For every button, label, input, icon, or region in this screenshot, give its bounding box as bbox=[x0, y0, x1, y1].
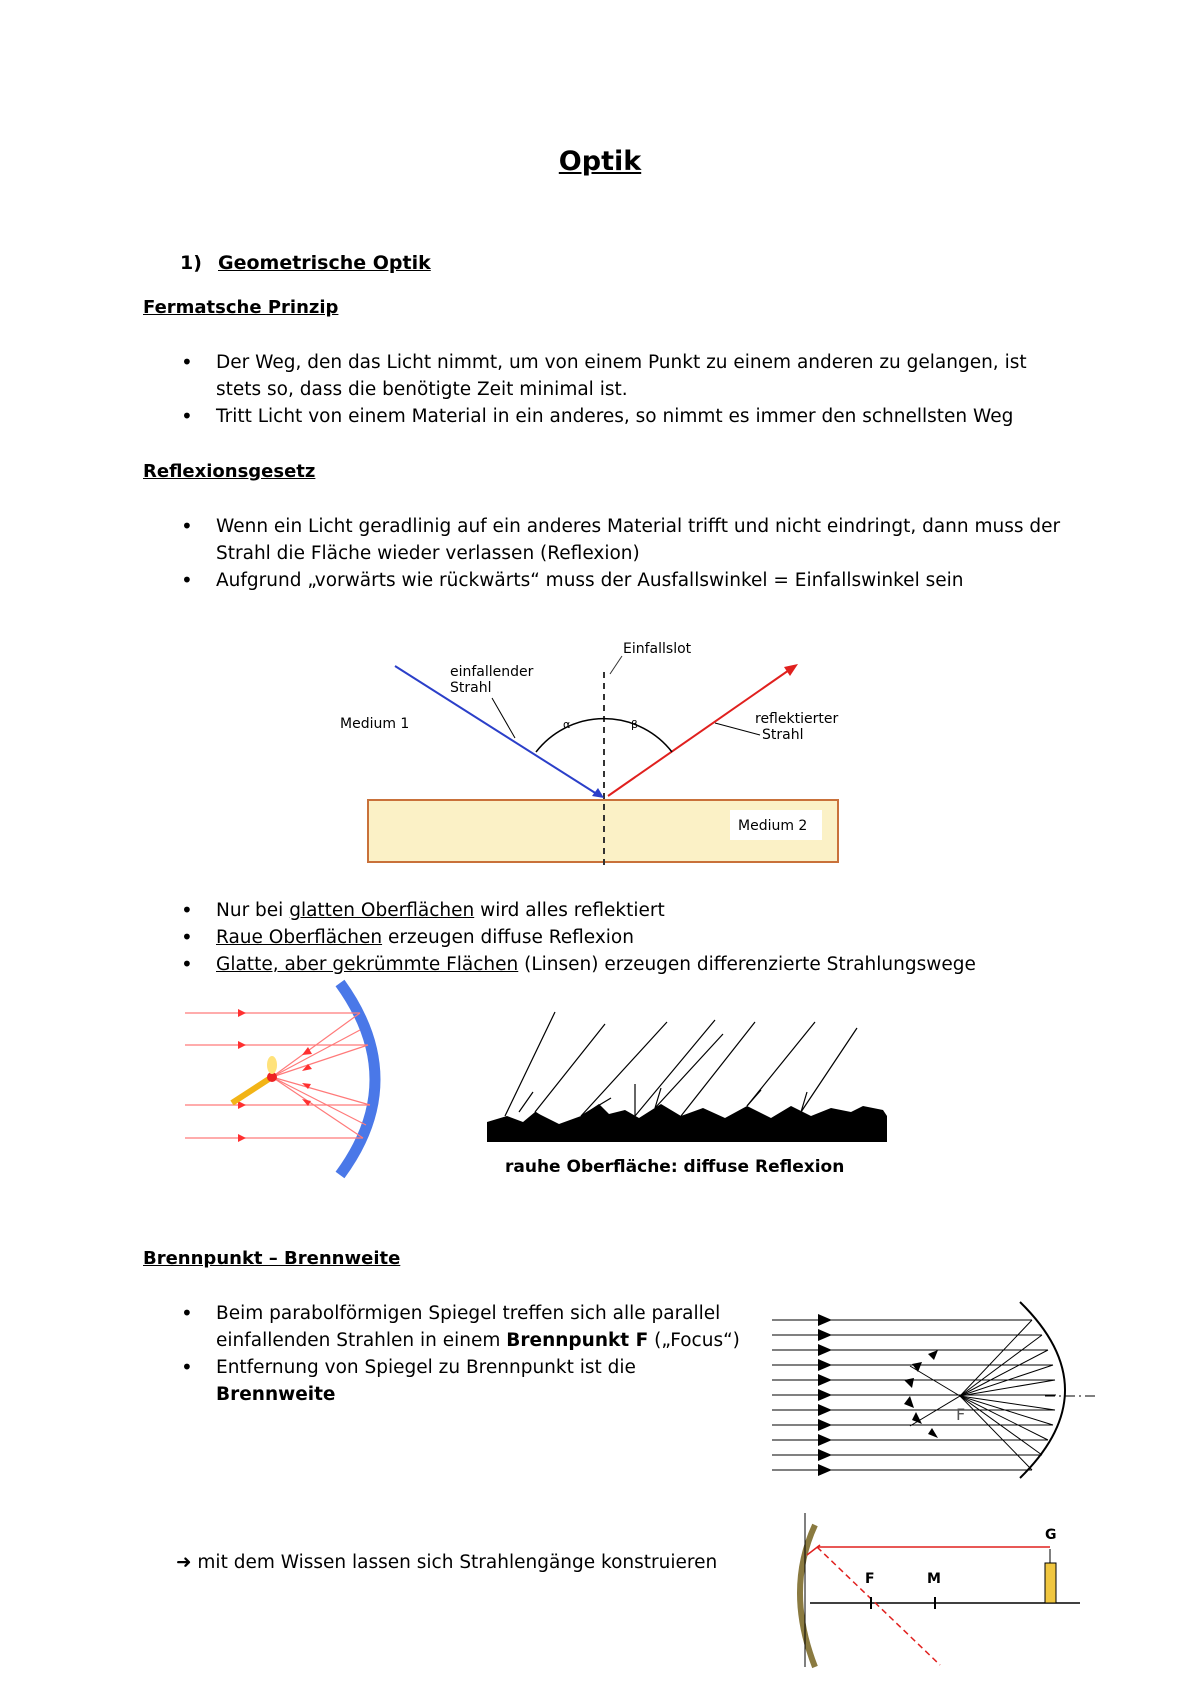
fermat-bullet-1: • Der Weg, den das Licht nimmt, um von einem Punkt zu einem anderen zu gelangen, ist stets so, dass die benötigte Zeit minimal ist. bbox=[143, 349, 1063, 403]
brennpunkt-b2-text: Entfernung von Spiegel zu Brennpunkt ist die bbox=[216, 1357, 636, 1378]
arrow-note-text: mit dem Wissen lassen sich Strahlengänge konstruieren bbox=[197, 1552, 718, 1573]
reflexion-heading: Reflexionsgesetz bbox=[143, 461, 316, 482]
brennpunkt-bullet-2 bbox=[143, 1354, 743, 1408]
focus-label: F bbox=[956, 1405, 966, 1424]
medium2-label: Medium 2 bbox=[738, 818, 808, 834]
reflexion-bullet-2: • Aufgrund „vorwärts wie rückwärts“ muss der Ausfallswinkel = Einfallswinkel sein bbox=[143, 567, 1063, 594]
surface-b1-post: wird alles reflektiert bbox=[474, 900, 665, 921]
reflexion-bullet-1: • Wenn ein Licht geradlinig auf ein anderes Material trifft und nicht eindringt, dann muss der Strahl die Fläche wieder verlassen (Reflexion) bbox=[143, 513, 1063, 567]
surface-b2-underlined: Raue Oberflächen bbox=[216, 927, 383, 948]
section-label: Geometrische Optik bbox=[218, 252, 431, 274]
einfallslot-label: Einfallslot bbox=[623, 641, 692, 657]
parabolic-mirror-figure bbox=[770, 1300, 1100, 1480]
section-number: 1) bbox=[180, 252, 202, 274]
surface-b3-underlined: Glatte, aber gekrümmte Flächen bbox=[216, 954, 519, 975]
fermat-heading: Fermatsche Prinzip bbox=[143, 297, 339, 318]
medium1-label: Medium 1 bbox=[340, 716, 410, 732]
surface-b2-post: erzeugen diffuse Reflexion bbox=[382, 927, 634, 948]
curved-mirror bbox=[340, 983, 375, 1175]
construction-f-label: F bbox=[865, 1571, 875, 1587]
rough-surface bbox=[487, 1104, 887, 1142]
brennpunkt-heading: Brennpunkt – Brennweite bbox=[143, 1248, 401, 1269]
incident-label-1: einfallender bbox=[450, 664, 534, 680]
reflected-label-1: reflektierter bbox=[755, 711, 839, 727]
brennpunkt-b1-text: Beim parabolförmigen Spiegel treffen sich alle parallel einfallenden Strahlen in einem bbox=[216, 1303, 721, 1351]
brennpunkt-b1-post: („Focus“) bbox=[648, 1330, 740, 1351]
surface-bullet-1 bbox=[143, 897, 1063, 924]
reflection-diagram bbox=[330, 628, 880, 868]
parallel-rays bbox=[185, 1013, 370, 1138]
surface-b3-post: (Linsen) erzeugen differenzierte Strahlungswege bbox=[518, 954, 976, 975]
ray-construction-figure bbox=[795, 1505, 1085, 1675]
surface-bullet-3 bbox=[143, 951, 1063, 978]
rough-surface-figure bbox=[485, 1000, 895, 1182]
candle bbox=[232, 1077, 272, 1103]
parabolic-mirror bbox=[1020, 1302, 1065, 1478]
brennpunkt-bullet-1 bbox=[143, 1300, 743, 1354]
incident-label-2: Strahl bbox=[450, 680, 492, 696]
object-candle bbox=[1045, 1563, 1056, 1603]
brennpunkt-list bbox=[143, 1300, 743, 1408]
surface-b1-pre: Nur bei bbox=[216, 900, 290, 921]
surface-list bbox=[143, 897, 1063, 978]
construction-m-label: M bbox=[927, 1571, 941, 1587]
alpha-label: α bbox=[563, 718, 571, 731]
construction-mirror bbox=[800, 1525, 815, 1667]
surface-bullet-2 bbox=[143, 924, 1063, 951]
rough-caption: rauhe Oberfläche: diffuse Reflexion bbox=[505, 1157, 845, 1177]
concave-mirror-figure bbox=[180, 975, 390, 1185]
arrow-note bbox=[176, 1552, 717, 1573]
right-arrow-icon: ➜ bbox=[176, 1552, 192, 1573]
reflexion-list bbox=[143, 513, 1063, 594]
brennpunkt-b2-bold: Brennweite bbox=[216, 1384, 336, 1405]
parallel-incoming-rays bbox=[772, 1320, 1056, 1470]
fermat-list bbox=[143, 349, 1063, 430]
reflected-label-2: Strahl bbox=[762, 727, 804, 743]
flame bbox=[267, 1056, 277, 1074]
incoming-arrowheads bbox=[818, 1314, 832, 1476]
brennpunkt-b1-bold: Brennpunkt F bbox=[506, 1330, 649, 1351]
construction-g-label: G bbox=[1045, 1527, 1057, 1543]
beta-label: β bbox=[631, 718, 639, 731]
fermat-bullet-2: • Tritt Licht von einem Material in ein anderes, so nimmt es immer den schnellsten Weg bbox=[143, 403, 1063, 430]
focal-ray bbox=[817, 1547, 940, 1665]
section-heading bbox=[180, 252, 431, 274]
page-title: Optik bbox=[558, 146, 642, 177]
surface-b1-underlined: glatten Oberflächen bbox=[289, 900, 475, 921]
